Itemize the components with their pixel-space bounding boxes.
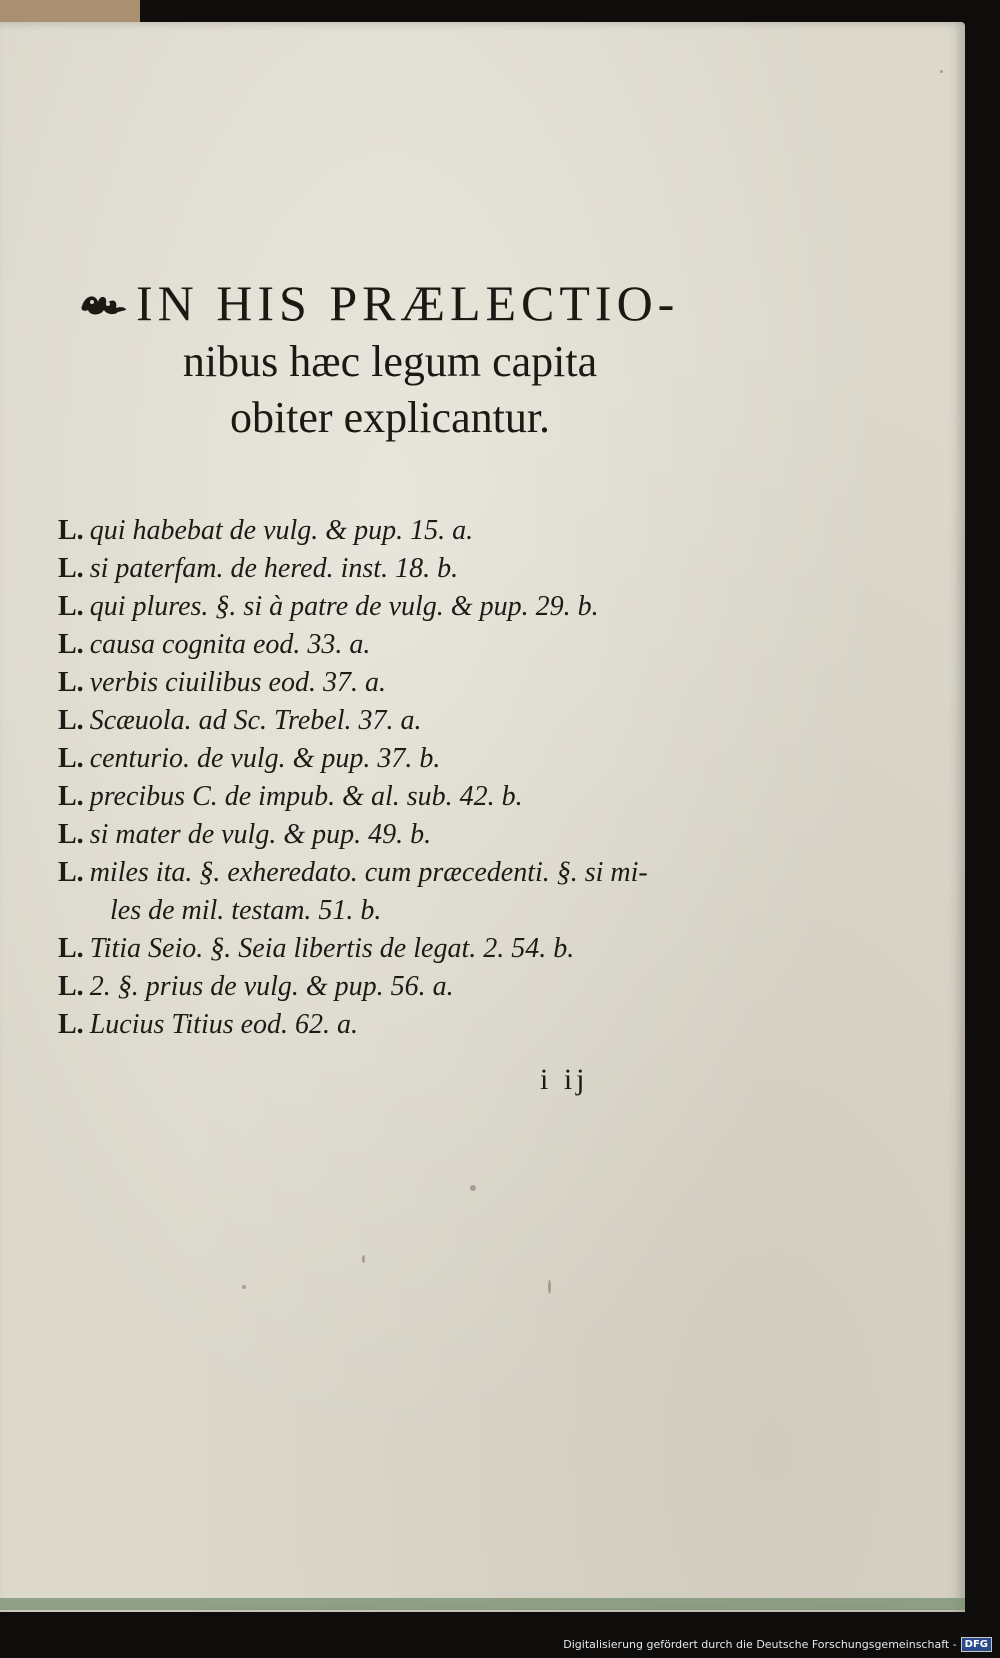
- list-item: [58, 740, 758, 778]
- entry-text: si mater de vulg. & pup. 49. b.: [89, 819, 432, 850]
- list-item: [58, 968, 758, 1006]
- entry-text: centurio. de vulg. & pup. 37. b.: [89, 743, 441, 774]
- fleuron-icon: [78, 288, 130, 318]
- list-item: [58, 550, 758, 588]
- entry-prefix: L.: [58, 667, 84, 698]
- entry-text: qui plures. §. si à patre de vulg. & pup. 29. b.: [89, 591, 599, 622]
- entry-prefix: L.: [58, 629, 84, 660]
- entry-text: si paterfam. de hered. inst. 18. b.: [89, 553, 459, 584]
- footer-credit: [563, 1637, 992, 1652]
- footer-text: Digitalisierung gefördert durch die Deutsche Forschungsgemeinschaft -: [563, 1638, 957, 1651]
- list-item: [58, 930, 758, 968]
- signature-mark: i ij: [540, 1063, 589, 1096]
- list-item: [58, 626, 758, 664]
- heading-line-1: [78, 272, 770, 334]
- list-item: [58, 1006, 758, 1044]
- entry-prefix: L.: [58, 971, 84, 1002]
- paper-speck: [940, 70, 943, 73]
- dfg-logo: DFG: [961, 1637, 992, 1652]
- entry-text: 2. §. prius de vulg. & pup. 56. a.: [89, 971, 454, 1002]
- entry-text: verbis ciuilibus eod. 37. a.: [89, 667, 386, 698]
- entry-prefix: L.: [58, 933, 84, 964]
- heading-line-2: nibus hæc legum capita: [182, 337, 598, 386]
- entry-prefix: L.: [58, 591, 84, 622]
- entry-text: causa cognita eod. 33. a.: [89, 629, 371, 660]
- entry-text: Scæuola. ad Sc. Trebel. 37. a.: [89, 705, 422, 736]
- entry-prefix: L.: [58, 705, 84, 736]
- entry-prefix: L.: [58, 743, 84, 774]
- list-item: [58, 778, 758, 816]
- entry-prefix: L.: [58, 819, 84, 850]
- page-bottom-edge: [0, 1598, 965, 1610]
- list-item: [58, 512, 758, 550]
- list-item: [58, 816, 758, 854]
- entry-prefix: L.: [58, 553, 84, 584]
- entry-list: [58, 512, 758, 1044]
- entry-prefix: L.: [58, 1009, 84, 1040]
- entry-text: precibus C. de impub. & al. sub. 42. b.: [89, 781, 523, 812]
- paper-speck: [242, 1285, 246, 1289]
- paper-speck: [548, 1280, 551, 1294]
- list-item: [58, 664, 758, 702]
- heading-line-3: obiter explicantur.: [229, 393, 551, 442]
- list-item: [58, 854, 758, 892]
- entry-text: les de mil. testam. 51. b.: [110, 895, 382, 926]
- entry-text: Lucius Titius eod. 62. a.: [89, 1009, 359, 1040]
- list-item: [58, 702, 758, 740]
- entry-prefix: L.: [58, 781, 84, 812]
- entry-text: qui habebat de vulg. & pup. 15. a.: [89, 515, 474, 546]
- entry-text: Titia Seio. §. Seia libertis de legat. 2. 54. b.: [89, 933, 575, 964]
- entry-prefix: L.: [58, 857, 84, 888]
- entry-text: miles ita. §. exheredato. cum præcedenti. §. si mi-: [89, 857, 648, 888]
- paper-speck: [362, 1255, 365, 1263]
- list-item: [58, 588, 758, 626]
- index-heading: [70, 272, 770, 446]
- entry-prefix: L.: [58, 515, 84, 546]
- list-item-continuation: [58, 892, 758, 930]
- paper-speck: [470, 1185, 476, 1191]
- heading-line-1-text: IN HIS PRÆLECTIO-: [136, 275, 680, 331]
